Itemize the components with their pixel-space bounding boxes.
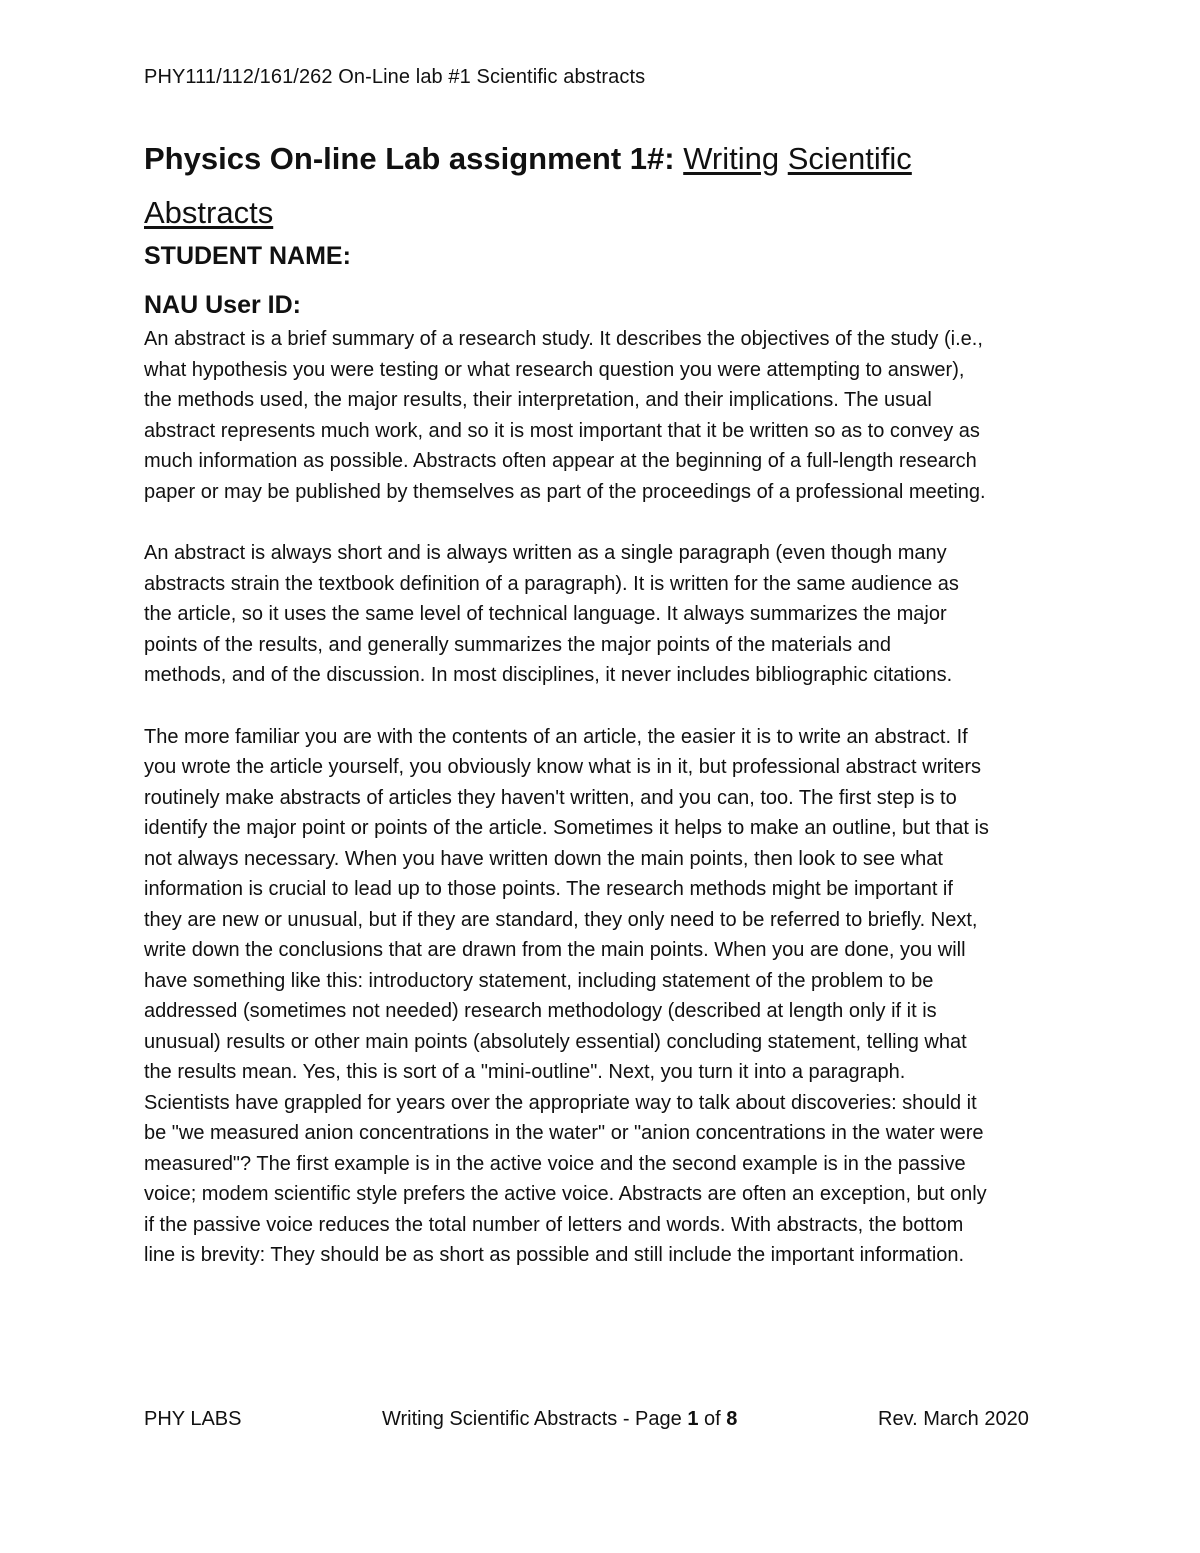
- footer-revision: Rev. March 2020: [878, 1408, 1029, 1430]
- paragraph-2: [144, 538, 1069, 691]
- title-bold-part: Physics On-line Lab assignment 1#:: [144, 141, 684, 176]
- paragraph-1: [144, 324, 1069, 507]
- text-line: what hypothesis you were testing or what research question you were attempting to answer),: [144, 358, 965, 381]
- text-line: identify the major point or points of the article. Sometimes it helps to make an outline, but that is: [144, 817, 989, 839]
- text-line: the results mean. Yes, this is sort of a "mini-outline". Next, you turn it into a paragraph.: [144, 1061, 906, 1083]
- paragraph-3: [144, 722, 1069, 1271]
- text-line: points of the results, and generally summarizes the major points of the materials and: [144, 633, 892, 656]
- text-line: voice; modem scientific style prefers the active voice. Abstracts are often an exception, but only: [144, 1183, 987, 1205]
- footer-page-info: [382, 1408, 737, 1431]
- footer-doc-title: Writing Scientific Abstracts - Page: [382, 1408, 688, 1430]
- text-line: abstracts strain the textbook definition of a paragraph). It is written for the same audience as: [144, 572, 959, 595]
- text-line: much information as possible. Abstracts often appear at the beginning of a full-length research: [144, 450, 977, 472]
- footer-of: of: [698, 1408, 727, 1430]
- running-header: PHY111/112/161/262 On-Line lab #1 Scientific abstracts: [144, 66, 646, 88]
- text-line: paper or may be published by themselves as part of the proceedings of a professional meeting.: [144, 480, 986, 503]
- text-line: information is crucial to lead up to those points. The research methods might be important if: [144, 878, 953, 900]
- text-line: the methods used, the major results, their interpretation, and their implications. The usual: [144, 389, 932, 411]
- body-text: [144, 324, 1069, 1271]
- text-line: the article, so it uses the same level of technical language. It always summarizes the major: [144, 603, 947, 625]
- text-line: you wrote the article yourself, you obviously know what is in it, but professional abstract writers: [144, 756, 982, 778]
- total-pages: 8: [726, 1408, 738, 1430]
- text-line: unusual) results or other main points (absolutely essential) concluding statement, telling what: [144, 1030, 967, 1053]
- footer-left: PHY LABS: [144, 1408, 242, 1430]
- text-line: write down the conclusions that are drawn from the main points. When you are done, you will: [144, 939, 966, 961]
- text-line: methods, and of the discussion. In most disciplines, it never includes bibliographic citations.: [144, 664, 953, 686]
- text-line: they are new or unusual, but if they are standard, they only need to be referred to briefly. Next,: [144, 908, 978, 931]
- text-line: An abstract is a brief summary of a research study. It describes the objectives of the study (i.e.,: [144, 328, 983, 350]
- text-line: The more familiar you are with the contents of an article, the easier it is to write an abstract. If: [144, 725, 968, 748]
- page-number: 1: [687, 1408, 699, 1430]
- text-line: if the passive voice reduces the total number of letters and words. With abstracts, the bottom: [144, 1213, 964, 1236]
- text-line: routinely make abstracts of articles they haven't written, and you can, too. The first step is to: [144, 786, 957, 809]
- text-line: have something like this: introductory statement, including statement of the problem to be: [144, 969, 934, 992]
- title-underlined-line: Abstracts: [144, 195, 274, 230]
- text-line: measured"? The first example is in the active voice and the second example is in the passive: [144, 1152, 966, 1175]
- text-line: be "we measured anion concentrations in the water" or "anion concentrations in the water were: [144, 1122, 984, 1144]
- text-line: line is brevity: They should be as short as possible and still include the important information.: [144, 1244, 965, 1266]
- title-underlined-word: Scientific: [787, 141, 912, 176]
- text-line: An abstract is always short and is always written as a single paragraph (even though many: [144, 542, 947, 564]
- text-line: Scientists have grappled for years over the appropriate way to talk about discoveries: should it: [144, 1091, 977, 1114]
- text-line: addressed (sometimes not needed) research methodology (described at length only if it is: [144, 1000, 937, 1022]
- user-id-label: NAU User ID:: [144, 291, 301, 319]
- title-underlined-word: Writing: [683, 141, 780, 176]
- student-name-label: STUDENT NAME:: [144, 242, 351, 270]
- text-line: abstract represents much work, and so it is most important that it be written so as to convey as: [144, 419, 980, 442]
- text-line: not always necessary. When you have written down the main points, then look to see what: [144, 847, 943, 870]
- document-title: [144, 132, 1064, 240]
